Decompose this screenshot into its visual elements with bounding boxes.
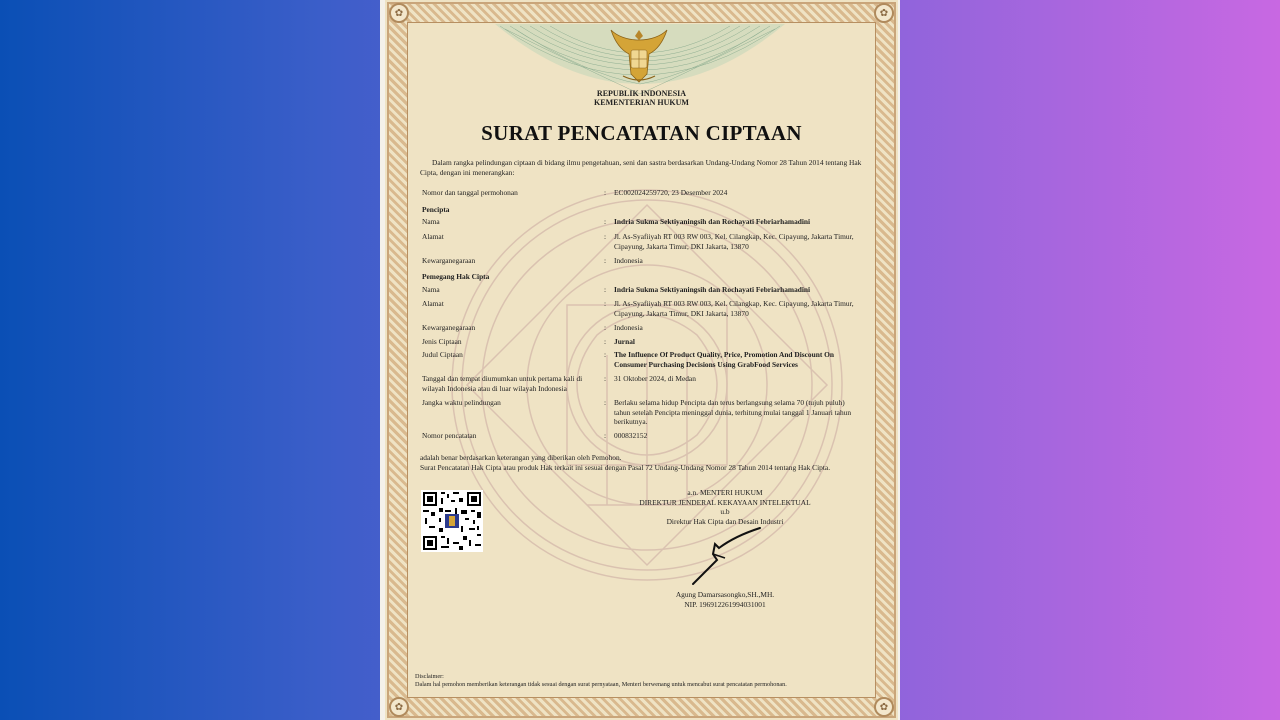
jangka-value: Berlaku selama hidup Pencipta dan terus berlangsung selama 70 (tujuh puluh) tahun setelah Pencipta meninggal dunia, terhitung mulai tanggal 1 Januari tahun berikutnya. xyxy=(614,398,852,426)
field-label: Kewarganegaraan xyxy=(422,256,476,265)
signer-block xyxy=(615,590,835,609)
ub-label: u.b xyxy=(720,507,730,516)
an-label: a.n. MENTERI HUKUM xyxy=(687,488,763,497)
field-label: Kewarganegaraan xyxy=(422,323,476,332)
signature-heading xyxy=(595,488,855,526)
field-label: Alamat xyxy=(422,232,444,241)
field-label: Alamat xyxy=(422,299,444,308)
signer-nip: NIP. 196912261994031001 xyxy=(684,599,766,609)
field-label: Nomor dan tanggal permohonan xyxy=(422,188,518,197)
judul-value: The Influence Of Product Quality, Price, Promotion And Discount On Consumer Purchasing Decisions Using GrabFood Services xyxy=(614,350,835,369)
field-label: Jangka waktu pelindungan xyxy=(422,398,501,407)
jenis-value: Jurnal xyxy=(614,337,635,346)
corner-ornament-icon: ✿ xyxy=(389,3,409,23)
corner-ornament-icon: ✿ xyxy=(874,3,894,23)
closing-statement xyxy=(420,453,870,472)
certificate: ✿ ✿ ✿ ✿ REPUBLIK INDONESIA KEMENTERIAN HUKUM SURAT PENCATATAN CIPTAAN Dalam rangka pelindungan ciptaan di bidang ilmu pengetahuan, seni dan sastra berdasarkan Undang-Undang Nomor 28 Tahun 2014 tentang Hak Cipta, dengan ini menerangkan: Nomor dan tanggal permohonan : EC002024259720, 23 Desember 2024 Pencipta Nama : Indria Sukma Sektiyaningsih dan Rochayati Febriarhamadini Alamat : Jl. As-Syafiiyah RT 003 RW 003, Kel. Cilangkap, Kec. Cipayung, Jakarta Timur, Cipayung, Jakarta Timur, DKI Jakarta, 13870 Kewarganegaraan : Indonesia Pemegang Hak Cipta Nama : Indria Sukma Sektiyaningsih dan Rochayati Febriarhamadini Alamat : Jl. As-Syafiiyah RT 003 RW 003, Kel. Cilangkap, Kec. Cipayung, Jakarta Timur, Cipayung, Jakarta Timur, DKI Jakarta, 13870 Kewarganegaraan : Indonesia Jenis Ciptaan : Jurnal Judul Ciptaan : The Influence Of Product Quality, Price, Promotion And Discount On Consumer Purchasing Decisions Using GrabFood Services Tanggal dan tempat diumumkan untuk pertama kali di wilayah Indonesia atau di luar wilayah Indonesia : 31 Oktober 2024, di Medan Jangka waktu pelindungan : Berlaku selama hidup Pencipta dan terus berlangsung selama 70 (tujuh puluh) tahun setelah Pencipta meninggal dunia, terhitung mulai tanggal 1 Januari tahun berikutnya. Nomor pencatatan : 000832152 adalah benar berdasarkan keterangan yang diberikan oleh Pemohon. Surat Pencatatan Hak Cipta atau produk Hak terkait ini sesuai dengan Pasal 72 Undang-Undang Nomor 28 Tahun 2014 tentang Hak Cipta. a.n. MENTERI HUKUM DIREKTUR JENDERAL KEKAYAAN INTELEKTUAL u.b Direktur Hak Cipta dan Desain Industri Agung Damarsasongko,SH.,MH. NIP. 196912261994031001 Disclaimer: Dalam hal pemohon memberikan keterangan tidak sesuai dengan surat pernyataan, Menteri berwenang untuk mencabut surat pencatatan permohonan. xyxy=(385,0,898,720)
field-label: Judul Ciptaan xyxy=(422,350,463,359)
dirjen-label: DIREKTUR JENDERAL KEKAYAAN INTELEKTUAL xyxy=(639,497,811,507)
pencipta-name: Indria Sukma Sektiyaningsih dan Rochayati Febriarhamadini xyxy=(614,217,811,226)
intro-paragraph: Dalam rangka pelindungan ciptaan di bidang ilmu pengetahuan, seni dan sastra berdasarkan Undang-Undang Nomor 28 Tahun 2014 tentang Hak Cipta, dengan ini menerangkan: xyxy=(420,158,862,177)
direktur-label: Direktur Hak Cipta dan Desain Industri xyxy=(666,516,784,526)
corner-ornament-icon: ✿ xyxy=(874,697,894,717)
field-label: Tanggal dan tempat diumumkan untuk pertama kali di wilayah Indonesia atau di luar wilayah Indonesia xyxy=(422,374,583,393)
corner-ornament-icon: ✿ xyxy=(389,697,409,717)
pemegang-citizenship: Indonesia xyxy=(614,323,643,332)
field-label: Jenis Ciptaan xyxy=(422,337,462,346)
tanggal-value: 31 Oktober 2024, di Medan xyxy=(614,374,696,383)
document-title: SURAT PENCATATAN CIPTAAN xyxy=(481,121,802,145)
qr-code-icon[interactable] xyxy=(421,490,483,552)
disclaimer-heading: Disclaimer: xyxy=(415,673,444,680)
closing-line-1: adalah benar berdasarkan keterangan yang diberikan oleh Pemohon. xyxy=(420,453,622,462)
pencipta-citizenship: Indonesia xyxy=(614,256,643,265)
garuda-emblem-icon xyxy=(609,26,669,86)
nomor-value: 000832152 xyxy=(614,431,648,440)
pemegang-address: Jl. As-Syafiiyah RT 003 RW 003, Kel. Cilangkap, Kec. Cipayung, Jakarta Timur, Cipayung, Jakarta Timur, DKI Jakarta, 13870 xyxy=(614,299,854,318)
field-label: Nama xyxy=(422,285,440,294)
application-value: EC002024259720, 23 Desember 2024 xyxy=(614,188,728,197)
pencipta-address: Jl. As-Syafiiyah RT 003 RW 003, Kel. Cilangkap, Kec. Cipayung, Jakarta Timur, Cipayung, Jakarta Timur, DKI Jakarta, 13870 xyxy=(614,232,854,251)
closing-line-2: Surat Pencatatan Hak Cipta atau produk Hak terkait ini sesuai dengan Pasal 72 Undang-Undang Nomor 28 Tahun 2014 tentang Hak Cipta. xyxy=(420,462,831,472)
ministry-label: KEMENTERIAN HUKUM xyxy=(594,98,689,107)
field-label: Nama xyxy=(422,217,440,226)
disclaimer-text: Dalam hal pemohon memberikan keterangan tidak sesuai dengan surat pernyataan, Menteri berwenang untuk mencabut surat pencatatan permohonan. xyxy=(415,681,787,688)
handwritten-signature xyxy=(685,524,765,589)
field-label: Nomor pencatatan xyxy=(422,431,477,440)
signer-name: Agung Damarsasongko,SH.,MH. xyxy=(675,590,775,599)
disclaimer xyxy=(415,673,875,689)
pemegang-name: Indria Sukma Sektiyaningsih dan Rochayati Febriarhamadini xyxy=(614,285,811,294)
republic-label: REPUBLIK INDONESIA xyxy=(596,89,687,98)
section-pemegang: Pemegang Hak Cipta xyxy=(422,272,490,281)
section-pencipta: Pencipta xyxy=(422,205,450,214)
